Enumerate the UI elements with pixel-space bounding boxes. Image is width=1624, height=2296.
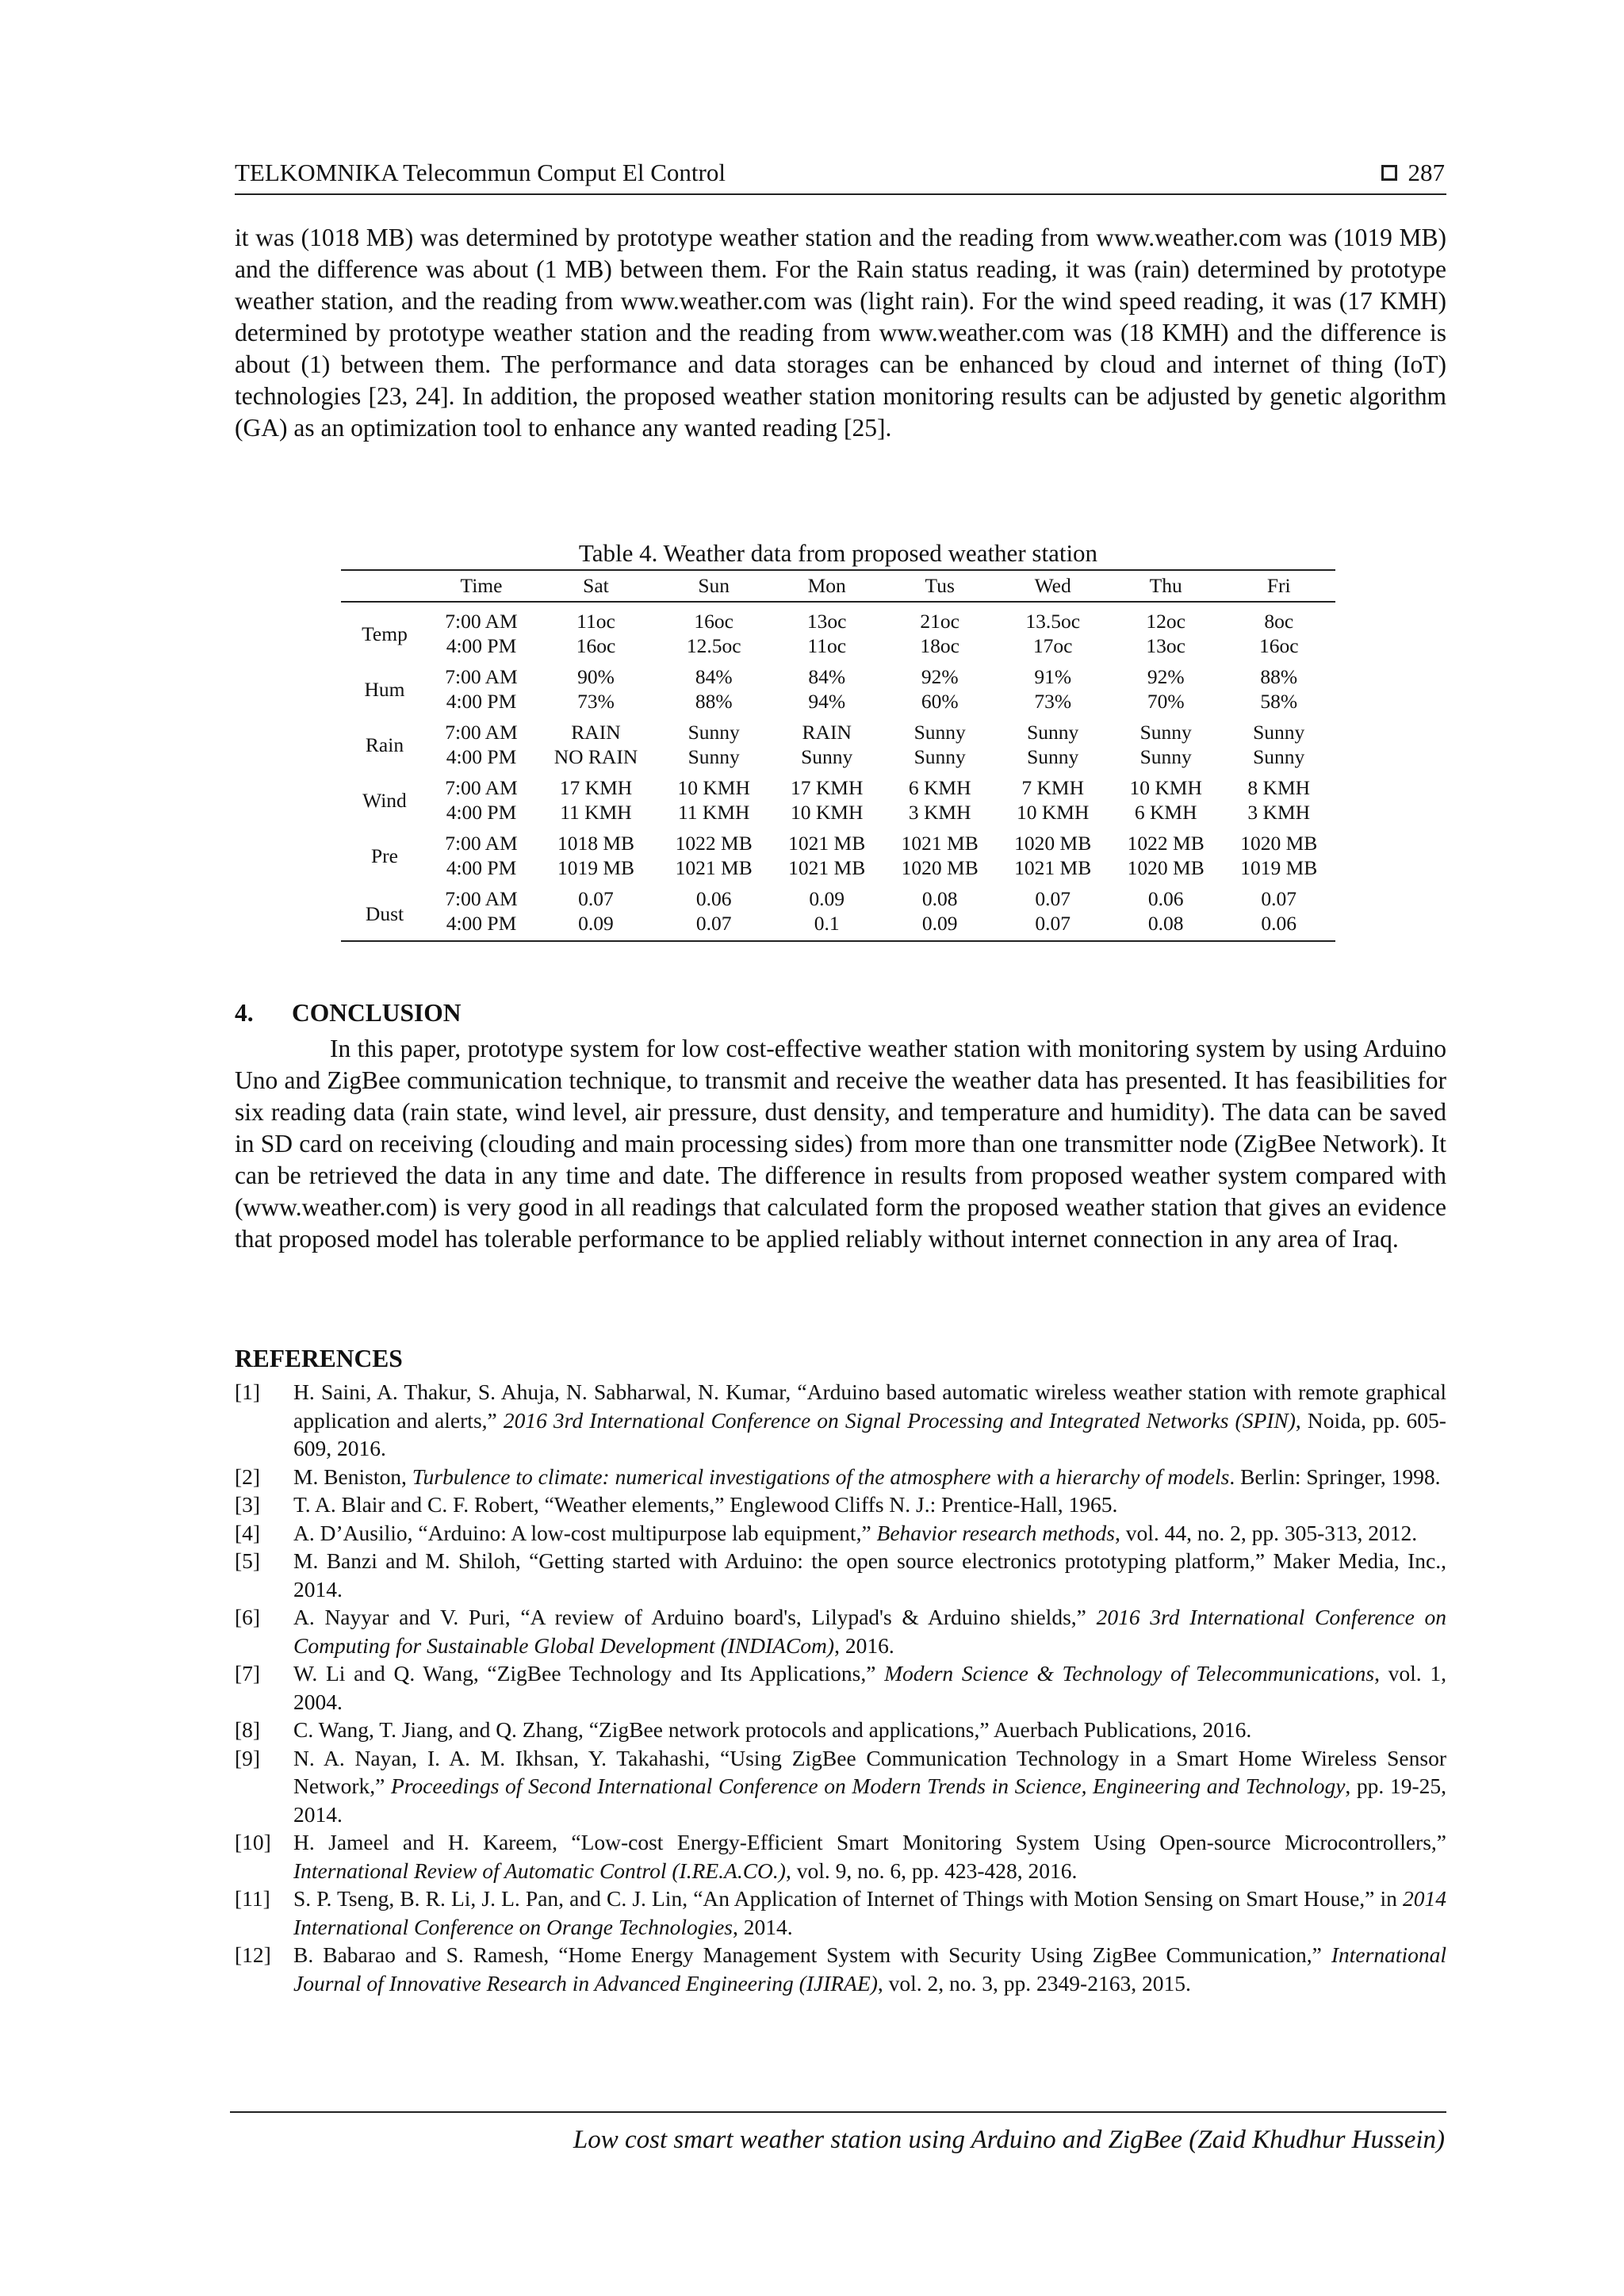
reference-text-plain: M. Banzi and M. Shiloh, “Getting started with Arduino: the open source electronics prototyping platform,” Maker Media, Inc., 2014. bbox=[293, 1548, 1446, 1601]
reference-text-tail: , 2016. bbox=[834, 1632, 894, 1658]
value-cell: 92% bbox=[921, 665, 959, 688]
table-row bbox=[341, 658, 1335, 689]
value-cell: 1020 MB bbox=[1240, 832, 1318, 855]
value-cell: 16oc bbox=[1258, 634, 1299, 657]
value-cell: 11oc bbox=[807, 634, 847, 657]
value-cell: 13oc bbox=[806, 610, 847, 633]
value-cell: 1020 MB bbox=[901, 856, 979, 879]
reference-text-tail: , vol. 1, 2004. bbox=[293, 1661, 1446, 1714]
value-cell: 0.08 bbox=[1109, 911, 1223, 941]
reference-text-tail: , 2014. bbox=[733, 1914, 793, 1939]
reference-text bbox=[293, 1547, 1446, 1603]
reference-text-plain: N. A. Nayan, I. A. M. Ikhsan, Y. Takahashi, “Using ZigBee Communication Technology in a Smart Home Wireless Sensor Network,” bbox=[293, 1745, 1446, 1798]
table-header-cell: Wed bbox=[996, 570, 1109, 602]
value-cell: RAIN bbox=[571, 721, 621, 744]
references-heading: REFERENCES bbox=[235, 1345, 403, 1372]
reference-text-italic: Modern Science & Technology of Telecommunications bbox=[884, 1661, 1375, 1686]
reference-text bbox=[293, 1659, 1446, 1716]
reference-text-plain: C. Wang, T. Jiang, and Q. Zhang, “ZigBee network protocols and applications,” Auerbach Publications, 2016. bbox=[293, 1717, 1252, 1742]
value-cell: Sunny bbox=[1253, 745, 1305, 768]
reference-text-italic: Turbulence to climate: numerical investigations of the atmosphere with a hierarchy of models bbox=[412, 1464, 1230, 1489]
value-cell: 1020 MB bbox=[1127, 856, 1205, 879]
reference-number: [11] bbox=[235, 1886, 270, 1911]
table-caption: Table 4. Weather data from proposed weather station bbox=[578, 539, 1098, 567]
reference-text bbox=[293, 1744, 1446, 1829]
value-cell: 0.09 bbox=[809, 887, 845, 910]
reference-text-italic: 2016 3rd International Conference on Signal Processing and Integrated Networks (SPIN) bbox=[503, 1407, 1296, 1433]
table-header-cell: Mon bbox=[770, 570, 883, 602]
reference-number: [9] bbox=[235, 1745, 261, 1770]
square-bullet-icon bbox=[1381, 165, 1397, 181]
value-cell: 0.09 bbox=[534, 911, 657, 941]
reference-number: [6] bbox=[235, 1605, 261, 1629]
value-cell: 91% bbox=[1034, 665, 1072, 688]
reference-item bbox=[235, 1941, 1446, 1997]
table-row bbox=[341, 880, 1335, 911]
value-cell: 0.06 bbox=[1222, 911, 1335, 941]
reference-number: [1] bbox=[235, 1380, 261, 1404]
value-cell: 17 KMH bbox=[791, 776, 864, 799]
value-cell: 10 KMH bbox=[791, 801, 864, 824]
value-cell: Sunny bbox=[1139, 721, 1192, 744]
value-cell: 73% bbox=[1034, 690, 1072, 713]
value-cell: 3 KMH bbox=[908, 801, 971, 824]
value-cell: 88% bbox=[1260, 665, 1298, 688]
footer-text: Low cost smart weather station using Arduino and ZigBee (Zaid Khudhur Hussein) bbox=[573, 2126, 1445, 2154]
value-cell: Sunny bbox=[914, 745, 966, 768]
reference-item bbox=[235, 1378, 1446, 1463]
reference-item bbox=[235, 1659, 1446, 1716]
reference-text-tail: , vol. 44, no. 2, pp. 305-313, 2012. bbox=[1114, 1520, 1418, 1545]
value-cell: 0.09 bbox=[883, 911, 997, 941]
table-header-cell bbox=[341, 570, 428, 602]
value-cell: NO RAIN bbox=[553, 745, 638, 768]
table-row bbox=[341, 633, 1335, 658]
value-cell: 11 KMH bbox=[560, 801, 632, 824]
reference-item bbox=[235, 1744, 1446, 1829]
value-cell: 0.07 bbox=[578, 887, 614, 910]
value-cell: 58% bbox=[1260, 690, 1298, 713]
time-cell: 4:00 PM bbox=[446, 745, 517, 768]
value-cell: 1021 MB bbox=[788, 856, 866, 879]
table-row bbox=[341, 855, 1335, 880]
value-cell: 13.5oc bbox=[1025, 610, 1081, 633]
value-cell: Sunny bbox=[801, 745, 853, 768]
journal-title: TELKOMNIKA Telecommun Comput El Control bbox=[235, 159, 726, 186]
reference-text-tail: . Berlin: Springer, 1998. bbox=[1229, 1464, 1441, 1489]
table-header-cell: Tus bbox=[883, 570, 997, 602]
value-cell: Sunny bbox=[688, 721, 740, 744]
value-cell: 90% bbox=[577, 665, 615, 688]
reference-text bbox=[293, 1490, 1446, 1519]
section-number: 4. bbox=[235, 999, 254, 1027]
value-cell: Sunny bbox=[1027, 745, 1079, 768]
reference-text bbox=[293, 1716, 1446, 1744]
reference-text-plain: H. Jameel and H. Kareem, “Low-cost Energy-Efficient Smart Monitoring System Using Open-source Microcontrollers,” bbox=[293, 1830, 1446, 1854]
value-cell: 8oc bbox=[1264, 610, 1294, 633]
parameter-cell: Wind bbox=[362, 788, 407, 812]
reference-text bbox=[293, 1828, 1446, 1885]
table-header-cell: Fri bbox=[1222, 570, 1335, 602]
value-cell: 92% bbox=[1147, 665, 1185, 688]
value-cell: 7 KMH bbox=[1021, 776, 1085, 799]
time-cell: 7:00 AM bbox=[445, 887, 518, 910]
value-cell: 13oc bbox=[1146, 634, 1185, 657]
value-cell: Sunny bbox=[1139, 745, 1192, 768]
value-cell: 1019 MB bbox=[557, 856, 634, 879]
time-cell: 7:00 AM bbox=[445, 832, 518, 855]
value-cell: 16oc bbox=[576, 634, 616, 657]
reference-text-plain: B. Babarao and S. Ramesh, “Home Energy Management System with Security Using ZigBee Communication,” bbox=[293, 1942, 1331, 1967]
value-cell: 16oc bbox=[694, 610, 733, 633]
value-cell: 11oc bbox=[576, 610, 615, 633]
value-cell: 6 KMH bbox=[1134, 801, 1197, 824]
value-cell: 8 KMH bbox=[1247, 776, 1311, 799]
value-cell: 10 KMH bbox=[1017, 801, 1090, 824]
value-cell: 6 KMH bbox=[908, 776, 971, 799]
time-cell: 7:00 AM bbox=[445, 610, 518, 633]
parameter-cell: Pre bbox=[371, 844, 398, 867]
reference-item bbox=[235, 1463, 1446, 1491]
time-cell: 7:00 AM bbox=[445, 665, 518, 688]
weather-data-table bbox=[341, 569, 1335, 942]
value-cell: 1018 MB bbox=[557, 832, 634, 855]
time-cell: 4:00 PM bbox=[428, 911, 534, 941]
value-cell: 12.5oc bbox=[686, 634, 741, 657]
value-cell: 1021 MB bbox=[1014, 856, 1092, 879]
value-cell: 94% bbox=[808, 690, 846, 713]
value-cell: 21oc bbox=[920, 610, 959, 633]
section-title: CONCLUSION bbox=[292, 999, 462, 1027]
reference-text bbox=[293, 1941, 1446, 1997]
reference-text bbox=[293, 1603, 1446, 1659]
table-header-cell: Time bbox=[428, 570, 534, 602]
reference-text bbox=[293, 1378, 1446, 1463]
value-cell: 10 KMH bbox=[677, 776, 750, 799]
value-cell: 1019 MB bbox=[1240, 856, 1318, 879]
reference-text-italic: International Review of Automatic Control (I.RE.A.CO.) bbox=[293, 1858, 786, 1883]
reference-text-tail: , Noida, pp. 605-609, 2016. bbox=[293, 1407, 1446, 1460]
value-cell: 11 KMH bbox=[677, 801, 750, 824]
reference-text-plain: M. Beniston, bbox=[293, 1464, 412, 1489]
table-header-cell: Sun bbox=[657, 570, 771, 602]
reference-text bbox=[293, 1519, 1446, 1548]
reference-text-tail: , vol. 9, no. 6, pp. 423-428, 2016. bbox=[785, 1858, 1078, 1883]
reference-number: [4] bbox=[235, 1520, 261, 1545]
value-cell: Sunny bbox=[1253, 721, 1305, 744]
time-cell: 4:00 PM bbox=[446, 690, 517, 713]
value-cell: 84% bbox=[808, 665, 846, 688]
value-cell: 1021 MB bbox=[675, 856, 753, 879]
parameter-cell: Hum bbox=[364, 677, 405, 701]
table-row bbox=[341, 911, 1335, 941]
value-cell: 70% bbox=[1147, 690, 1185, 713]
table-header-cell: Sat bbox=[534, 570, 657, 602]
reference-item bbox=[235, 1490, 1446, 1519]
value-cell: 12oc bbox=[1146, 610, 1185, 633]
time-cell: 7:00 AM bbox=[445, 721, 518, 744]
value-cell: 1021 MB bbox=[788, 832, 866, 855]
table-row bbox=[341, 714, 1335, 744]
value-cell: 1020 MB bbox=[1014, 832, 1092, 855]
value-cell: RAIN bbox=[802, 721, 852, 744]
reference-number: [12] bbox=[235, 1942, 271, 1967]
reference-item bbox=[235, 1885, 1446, 1941]
value-cell: 18oc bbox=[920, 634, 959, 657]
table-row bbox=[341, 689, 1335, 714]
reference-item bbox=[235, 1716, 1446, 1744]
value-cell: 17 KMH bbox=[559, 776, 633, 799]
table-row bbox=[341, 769, 1335, 800]
value-cell: 0.06 bbox=[695, 887, 732, 910]
reference-text-italic: International Journal of Innovative Research in Advanced Engineering (IJIRAE) bbox=[293, 1942, 1446, 1996]
value-cell: 60% bbox=[921, 690, 959, 713]
reference-text-plain: H. Saini, A. Thakur, S. Ahuja, N. Sabharwal, N. Kumar, “Arduino based automatic wireless weather station with remote graphical application and alerts,” bbox=[293, 1380, 1446, 1433]
conclusion-paragraph: In this paper, prototype system for low cost-effective weather station with monitoring system by using Arduino Uno and ZigBee communication technique, to transmit and receive the weather data has presented. It has feasibilities for six reading data (rain state, wind level, air pressure, dust density, and temperature and humidity). The data can be saved in SD card on receiving (clouding and main processing sides) from more than one transmitter node (ZigBee Network). It can be retrieved the data in any time and date. The difference in results from proposed weather system compared with (www.weather.com) is very good in all readings that calculated form the proposed weather station that gives an evidence that proposed model has tolerable performance to be applied reliably without internet connection in any area of Iraq. bbox=[235, 1035, 1446, 1253]
value-cell: 0.08 bbox=[921, 887, 958, 910]
running-footer bbox=[230, 2111, 1446, 2154]
value-cell: 3 KMH bbox=[1247, 801, 1311, 824]
reference-number: [5] bbox=[235, 1548, 261, 1573]
reference-text-plain: A. Nayyar and V. Puri, “A review of Arduino board's, Lilypad's & Arduino shields,” bbox=[293, 1605, 1097, 1629]
table-row bbox=[341, 744, 1335, 769]
reference-text-tail: , pp. 19-25, 2014. bbox=[293, 1774, 1446, 1827]
reference-text bbox=[293, 1463, 1446, 1491]
parameter-cell: Temp bbox=[362, 622, 408, 645]
page-number-block bbox=[1381, 159, 1446, 187]
value-cell: 84% bbox=[695, 665, 733, 688]
table-header-row bbox=[341, 570, 1335, 602]
value-cell: 17oc bbox=[1032, 634, 1073, 657]
value-cell: 0.07 bbox=[996, 911, 1109, 941]
time-cell: 7:00 AM bbox=[445, 776, 518, 799]
reference-text-plain: T. A. Blair and C. F. Robert, “Weather elements,” Englewood Cliffs N. J.: Prentice-Hall, 1965. bbox=[293, 1492, 1118, 1517]
page-number: 287 bbox=[1408, 159, 1445, 186]
value-cell: 0.06 bbox=[1147, 887, 1184, 910]
reference-item bbox=[235, 1519, 1446, 1548]
reference-text bbox=[293, 1885, 1446, 1941]
value-cell: 0.07 bbox=[1035, 887, 1071, 910]
reference-item bbox=[235, 1828, 1446, 1885]
value-cell: 88% bbox=[695, 690, 733, 713]
value-cell: 73% bbox=[577, 690, 615, 713]
value-cell: 0.07 bbox=[657, 911, 771, 941]
reference-text-plain: S. P. Tseng, B. R. Li, J. L. Pan, and C. J. Lin, “An Application of Internet of Things with Motion Sensing on Smart House,” in bbox=[293, 1886, 1403, 1911]
time-cell: 4:00 PM bbox=[446, 856, 517, 879]
reference-text-italic: 2016 3rd International Conference on Computing for Sustainable Global Development (INDIACom) bbox=[293, 1605, 1446, 1658]
reference-item bbox=[235, 1547, 1446, 1603]
table-row bbox=[341, 800, 1335, 825]
value-cell: 0.07 bbox=[1261, 887, 1297, 910]
value-cell: 1022 MB bbox=[675, 832, 753, 855]
time-cell: 4:00 PM bbox=[446, 801, 517, 824]
reference-number: [10] bbox=[235, 1830, 271, 1854]
table-body bbox=[341, 602, 1335, 941]
value-cell: Sunny bbox=[914, 721, 966, 744]
value-cell: 0.1 bbox=[770, 911, 883, 941]
table-row bbox=[341, 825, 1335, 855]
reference-text-italic: 2014 International Conference on Orange Technologies bbox=[293, 1886, 1446, 1939]
reference-text-italic: Proceedings of Second International Conference on Modern Trends in Science, Engineering and Technology bbox=[390, 1774, 1346, 1798]
parameter-cell: Rain bbox=[365, 733, 404, 756]
reference-text-italic: Behavior research methods bbox=[876, 1520, 1115, 1545]
reference-text-tail: , vol. 2, no. 3, pp. 2349-2163, 2015. bbox=[877, 1970, 1191, 1996]
reference-number: [7] bbox=[235, 1661, 261, 1686]
reference-list bbox=[235, 1378, 1446, 1997]
running-header bbox=[235, 154, 1446, 195]
value-cell: Sunny bbox=[1027, 721, 1079, 744]
reference-number: [8] bbox=[235, 1717, 261, 1742]
value-cell: 1021 MB bbox=[901, 832, 979, 855]
table-header-cell: Thu bbox=[1109, 570, 1223, 602]
intro-paragraph: it was (1018 MB) was determined by prototype weather station and the reading from www.weather.com was (1019 MB) and the difference was about (1 MB) between them. For the Rain status reading, it was (rain) determined by prototype weather station, and the reading from www.weather.com was (light rain). For the wind speed reading, it was (17 KMH) determined by prototype weather station and the reading from www.weather.com was (18 KMH) and the difference is about (1) between them. The performance and data storages can be enhanced by cloud and internet of thing (IoT) technologies [23, 24]. In addition, the proposed weather station monitoring results can be adjusted by genetic algorithm (GA) as an optimization tool to enhance any wanted reading [25]. bbox=[235, 224, 1446, 442]
reference-number: [3] bbox=[235, 1492, 261, 1517]
value-cell: 1022 MB bbox=[1127, 832, 1205, 855]
time-cell: 4:00 PM bbox=[446, 634, 517, 657]
value-cell: Sunny bbox=[688, 745, 740, 768]
reference-number: [2] bbox=[235, 1464, 261, 1489]
reference-text-plain: W. Li and Q. Wang, “ZigBee Technology and Its Applications,” bbox=[293, 1661, 885, 1686]
conclusion-heading bbox=[235, 999, 462, 1027]
reference-item bbox=[235, 1603, 1446, 1659]
table-row bbox=[341, 602, 1335, 633]
parameter-cell: Dust bbox=[341, 880, 428, 941]
value-cell: 10 KMH bbox=[1129, 776, 1202, 799]
reference-text-plain: A. D’Ausilio, “Arduino: A low-cost multipurpose lab equipment,” bbox=[293, 1520, 877, 1545]
